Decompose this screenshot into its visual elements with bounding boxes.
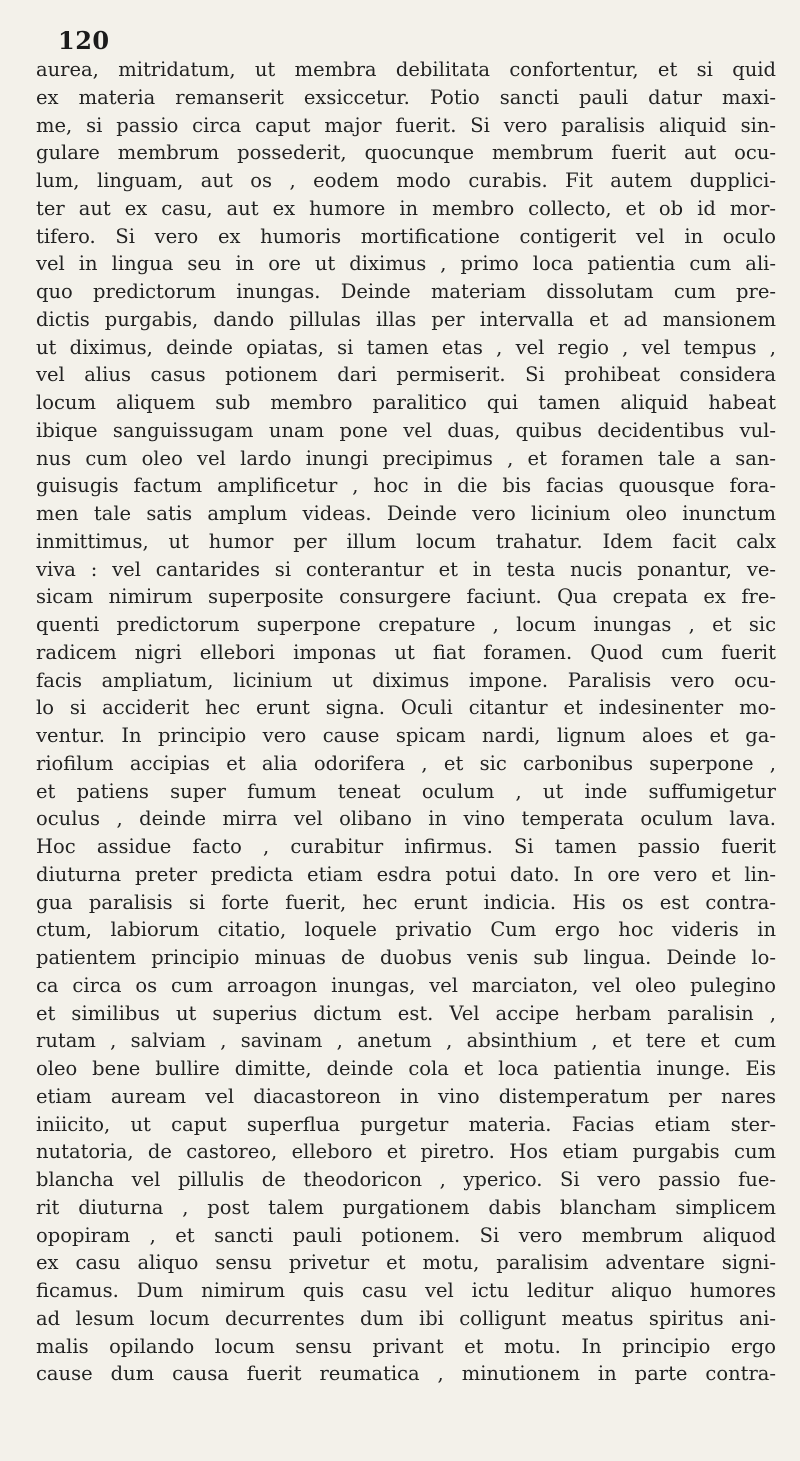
- text-line: ut diximus, deinde opiatas, si tamen etas , vel regio , vel tempus ,: [36, 335, 776, 359]
- text-line: patientem principio minuas de duobus venis sub lingua. Deinde lo-: [36, 946, 776, 969]
- text-line: gua paralisis si forte fuerit, hec erunt indicia. His os est contra-: [36, 890, 776, 914]
- text-line: locum aliquem sub membro paralitico qui tamen aliquid habeat: [36, 391, 776, 414]
- text-line: quenti predictorum superpone crepature , locum inungas , et sic: [36, 613, 776, 636]
- text-line: viva : vel cantarides si conterantur et in testa nucis ponantur, ve-: [36, 557, 776, 581]
- text-line: ex casu aliquo sensu privetur et motu, paralisim adventare signi-: [36, 1251, 776, 1275]
- text-line: lum, linguam, aut os , eodem modo curabis. Fit autem dupplici-: [36, 169, 776, 192]
- text-line: vel alius casus potionem dari permiserit. Si prohibeat considera: [36, 363, 776, 387]
- text-line: ad lesum locum decurrentes dum ibi colligunt meatus spiritus ani-: [36, 1306, 776, 1330]
- text-line: inmittimus, ut humor per illum locum trahatur. Idem facit calx: [36, 529, 776, 553]
- text-line: cause dum causa fuerit reumatica , minutionem in parte contra-: [36, 1362, 776, 1386]
- text-line: nus cum oleo vel lardo inungi precipimus , et foramen tale a san-: [36, 446, 776, 470]
- text-line: rutam , salviam , savinam , anetum , absinthium , et tere et cum: [36, 1029, 776, 1053]
- text-line: guisugis factum amplificetur , hoc in die bis facias quousque fora-: [36, 474, 776, 498]
- text-line: ficamus. Dum nimirum quis casu vel ictu leditur aliquo humores: [36, 1279, 776, 1302]
- text-line: oculus , deinde mirra vel olibano in vino temperata oculum lava.: [36, 807, 776, 831]
- text-line: tifero. Si vero ex humoris mortificatione contigerit vel in oculo: [36, 224, 776, 248]
- text-line: malis opilando locum sensu privant et motu. In principio ergo: [36, 1334, 776, 1358]
- text-line: et patiens super fumum teneat oculum , ut inde suffumigetur: [36, 779, 776, 803]
- text-line: opopiram , et sancti pauli potionem. Si vero membrum aliquod: [36, 1223, 776, 1247]
- text-line: vel in lingua seu in ore ut diximus , primo loca patientia cum ali-: [36, 252, 776, 276]
- text-line: blancha vel pillulis de theodoricon , yperico. Si vero passio fue-: [36, 1168, 776, 1191]
- text-line: ventur. In principio vero cause spicam nardi, lignum aloes et ga-: [36, 724, 776, 747]
- text-line: oleo bene bullire dimitte, deinde cola et loca patientia inunge. Eis: [36, 1057, 776, 1080]
- text-line: quo predictorum inungas. Deinde materiam dissolutam cum pre-: [36, 280, 776, 303]
- text-line: etiam auream vel diacastoreon in vino distemperatum per nares: [36, 1084, 776, 1108]
- text-line: rit diuturna , post talem purgationem dabis blancham simplicem: [36, 1195, 776, 1219]
- text-line: gulare membrum possederit, quocunque membrum fuerit aut ocu-: [36, 141, 776, 165]
- text-line: iniicito, ut caput superflua purgetur materia. Facias etiam ster-: [36, 1112, 776, 1136]
- text-line: sicam nimirum superposite consurgere faciunt. Qua crepata ex fre-: [36, 585, 776, 609]
- text-line: ca circa os cum arroagon inungas, vel marciaton, vel oleo pulegino: [36, 973, 776, 997]
- page-number: 120: [58, 26, 110, 55]
- text-line: nutatoria, de castoreo, elleboro et piretro. Hos etiam purgabis cum: [36, 1140, 776, 1164]
- text-line: ex materia remanserit exsiccetur. Potio sancti pauli datur maxi-: [36, 85, 776, 109]
- text-line: ibique sanguissugam unam pone vel duas, quibus decidentibus vul-: [36, 418, 776, 442]
- text-line: facis ampliatum, licinium ut diximus impone. Paralisis vero ocu-: [36, 668, 776, 692]
- text-line: diuturna preter predicta etiam esdra potui dato. In ore vero et lin-: [36, 862, 776, 886]
- text-line: Hoc assidue facto , curabitur infirmus. Si tamen passio fuerit: [36, 835, 776, 858]
- text-line: lo si acciderit hec erunt signa. Oculi citantur et indesinenter mo-: [36, 696, 776, 720]
- text-line: radicem nigri ellebori imponas ut fiat foramen. Quod cum fuerit: [36, 640, 776, 664]
- text-line: aurea, mitridatum, ut membra debilitata confortentur, et si quid: [36, 58, 776, 81]
- text-line: men tale satis amplum videas. Deinde vero licinium oleo inunctum: [36, 502, 776, 525]
- text-line: riofilum accipias et alia odorifera , et sic carbonibus superpone ,: [36, 751, 776, 775]
- text-line: dictis purgabis, dando pillulas illas per intervalla et ad mansionem: [36, 307, 776, 331]
- body-text: [36, 56, 776, 1388]
- text-line: me, si passio circa caput major fuerit. Si vero paralisis aliquid sin-: [36, 113, 776, 137]
- text-line: ctum, labiorum citatio, loquele privatio Cum ergo hoc videris in: [36, 918, 776, 942]
- text-line: et similibus ut superius dictum est. Vel accipe herbam paralisin ,: [36, 1001, 776, 1025]
- text-line: ter aut ex casu, aut ex humore in membro collecto, et ob id mor-: [36, 196, 776, 220]
